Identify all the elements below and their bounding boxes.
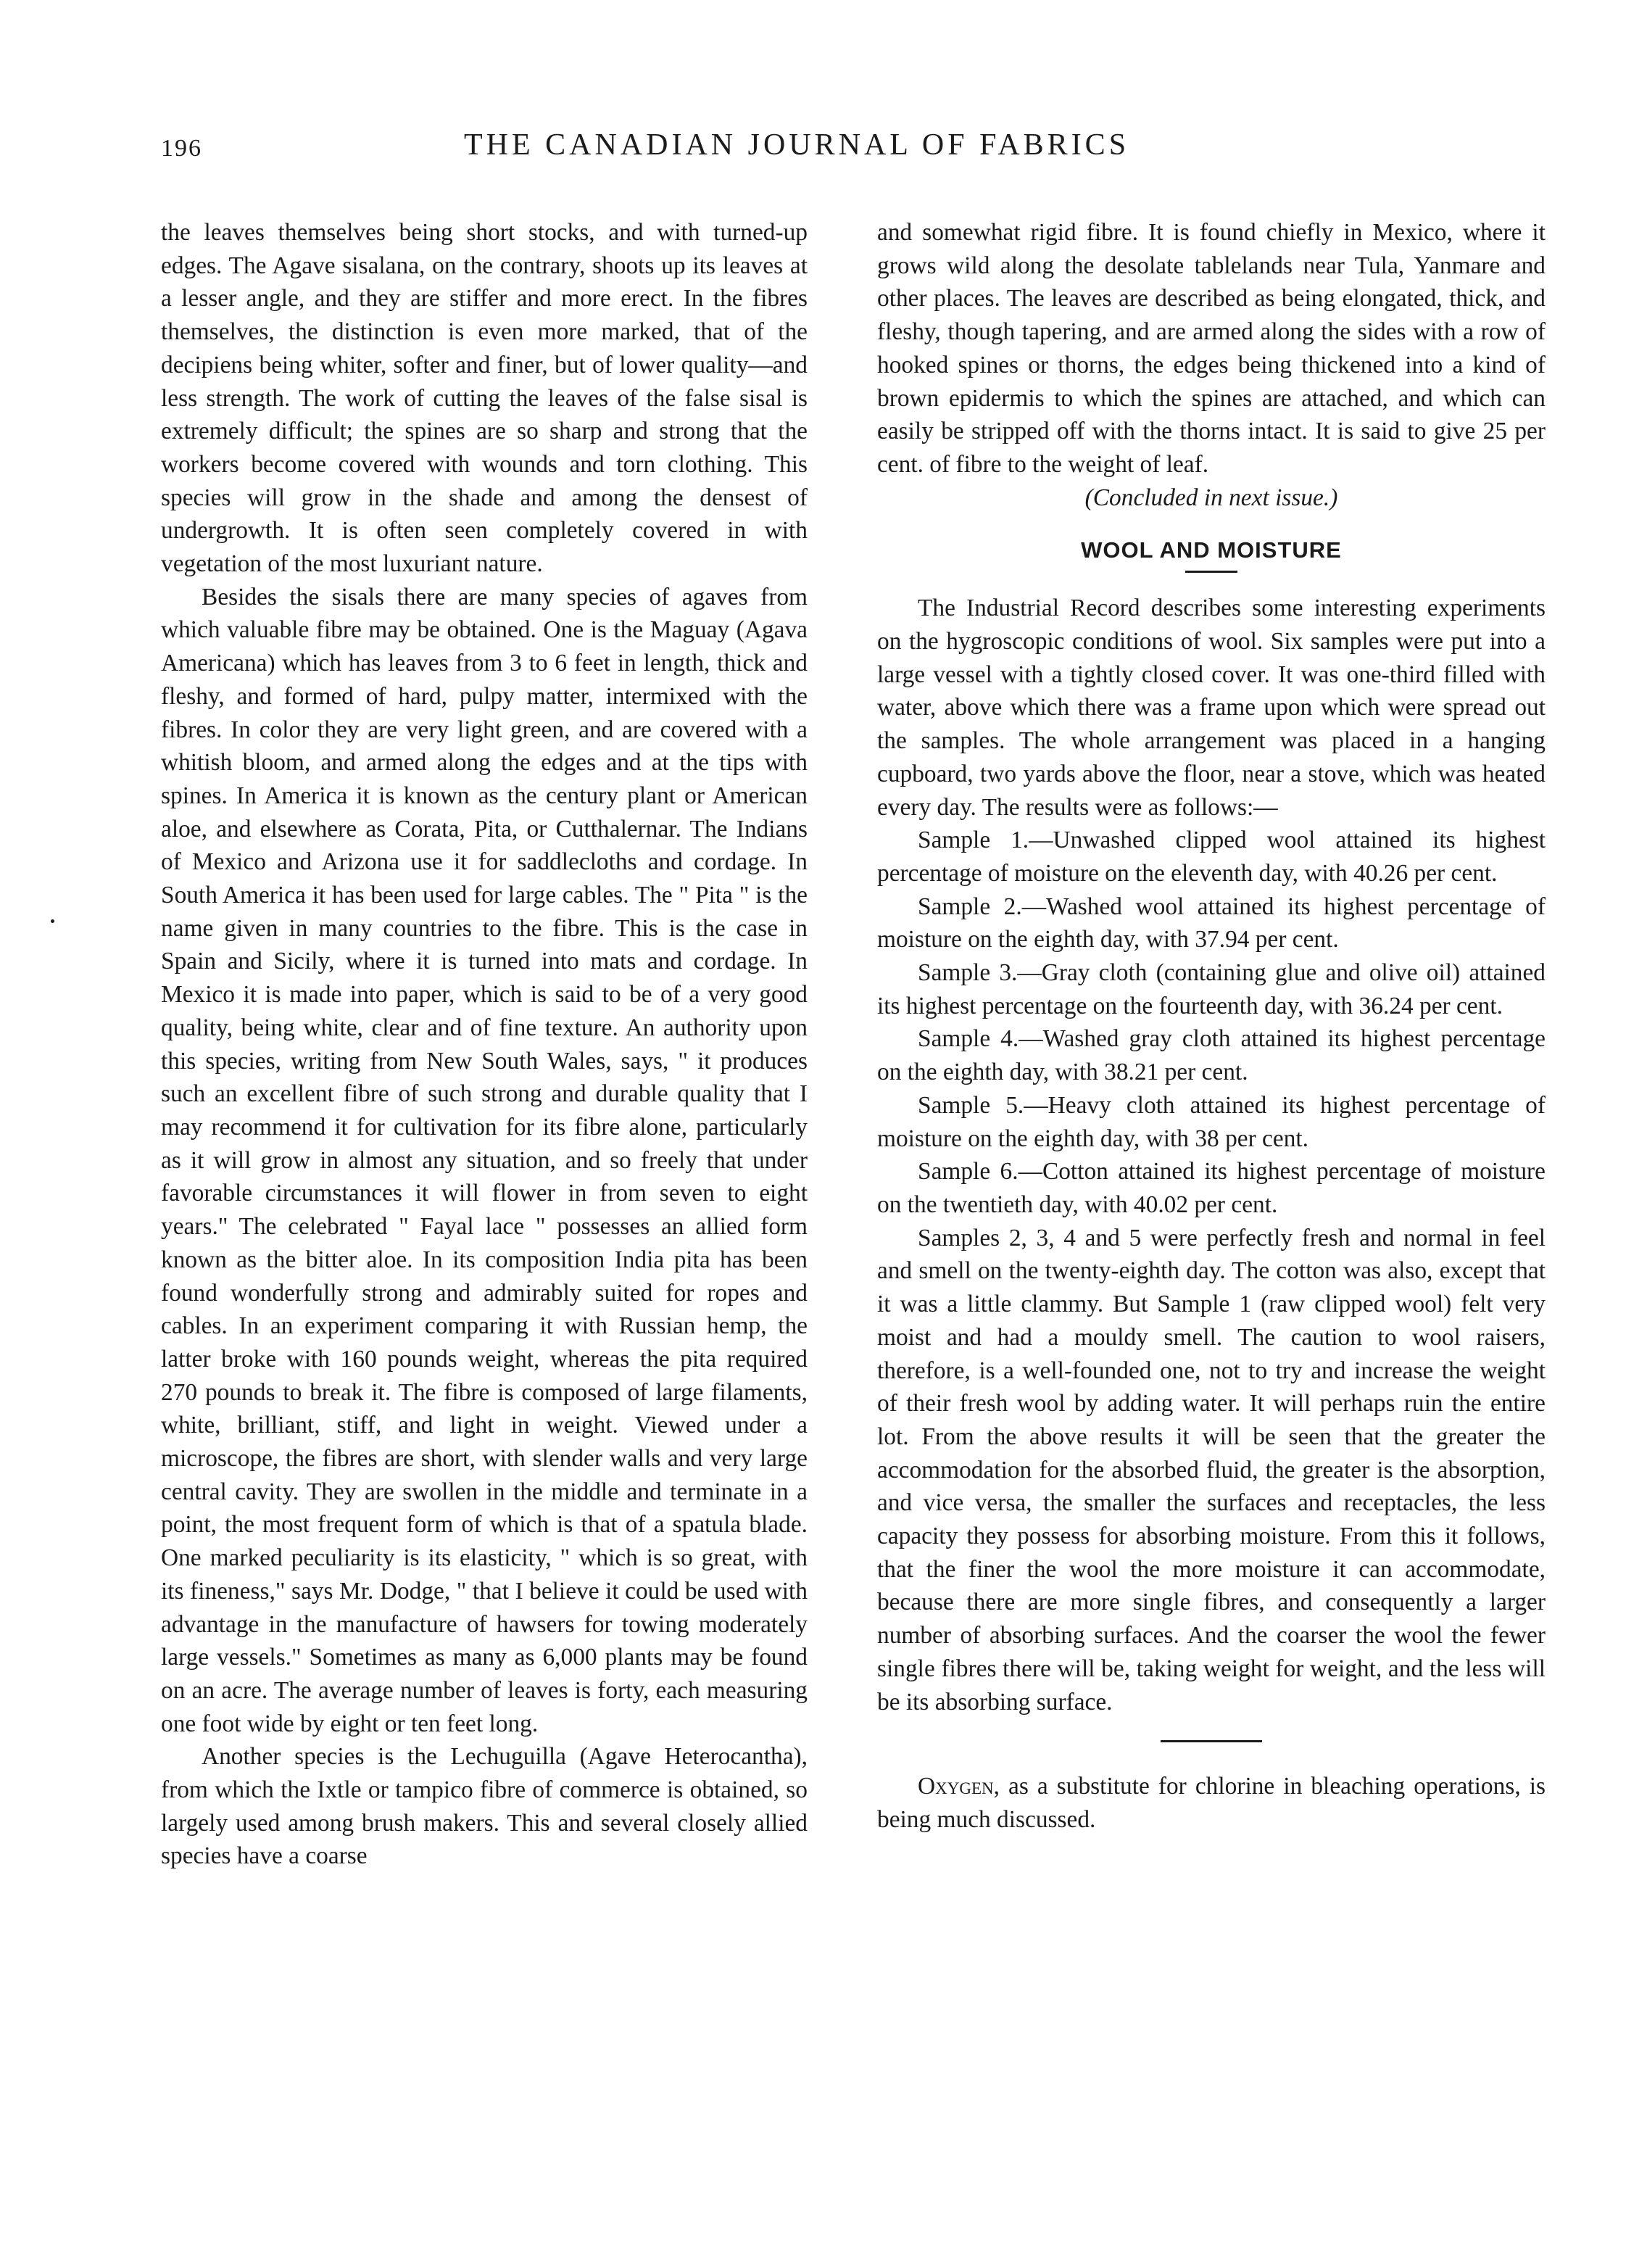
sample-2-paragraph: Sample 2.—Washed wool attained its highest percentage of moisture on the eighth day, with 37.94 per cent. [877, 893, 1546, 953]
page-header [159, 128, 1551, 171]
running-title: THE CANADIAN JOURNAL OF FABRICS [464, 128, 1130, 162]
sample-6-paragraph: Sample 6.—Cotton attained its highest percentage of moisture on the twentieth day, with 40.02 per cent. [877, 1158, 1546, 1218]
concluded-note: (Concluded in next issue.) [1084, 484, 1338, 511]
oxygen-text: as a substitute for chlorine in bleaching operations, is being much discussed. [877, 1773, 1546, 1833]
sample-1-paragraph: Sample 1.—Unwashed clipped wool attained its highest percentage of moisture on the eleventh day, with 40.26 per cent. [877, 827, 1546, 887]
right-column [877, 216, 1546, 1837]
oxygen-lead-word: Oxygen, [918, 1773, 1000, 1800]
agave-continuation-paragraph: the leaves themselves being short stocks, and with turned-up edges. The Agave sisalana, on the contrary, shoots up its leaves at a lesser angle, and they are stiffer and more erect. In the fibres themselves, the distinction is even more marked, that of the decipiens being whiter, softer and finer, but of lower quality—and less strength. The work of cutting the leaves of the false sisal is extremely difficult; the spines are so sharp and strong that the workers become covered with wounds and torn clothing. This species will grow in the shade and among the densest of undergrowth. It is often seen completely covered in with vegetation of the most luxuriant nature. [161, 219, 808, 578]
lechuguilla-paragraph: Another species is the Lechuguilla (Agave Heterocantha), from which the Ixtle or tampico fibre of commerce is obtained, so largely used among brush makers. This and several closely allied species have a coarse [161, 1743, 808, 1870]
margin-speck [51, 919, 54, 923]
lechuguilla-continuation-paragraph: and somewhat rigid fibre. It is found chiefly in Mexico, where it grows wild along the desolate tablelands near Tula, Yanmare and other places. The leaves are described as being elongated, thick, and fleshy, though tapering, and are armed along the sides with a row of hooked spines or thorns, the edges being thickened into a kind of brown epidermis to which the spines are attached, and which can easily be stripped off with the thorns intact. It is said to give 25 per cent. of fibre to the weight of leaf. [877, 219, 1546, 478]
left-column [161, 216, 808, 1873]
section-divider [1161, 1740, 1262, 1742]
page-number: 196 [161, 135, 202, 162]
agave-species-paragraph: Besides the sisals there are many species of agaves from which valuable fibre may be obtained. One is the Maguay (Agava Americana) which has leaves from 3 to 6 feet in length, thick and fleshy, and formed of hard, pulpy matter, intermixed with the fibres. In color they are very light green, and are covered with a whitish bloom, and armed along the edges and at the tips with spines. In America it is known as the century plant or American aloe, and elsewhere as Corata, Pita, or Cutthalernar. The Indians of Mexico and Arizona use it for saddlecloths and cordage. In South America it has been used for large cables. The " Pita " is the name given in many countries to the fibre. This is the case in Spain and Sicily, where it is turned into mats and cordage. In Mexico it is made into paper, which is said to be of a very good quality, being white, clear and of fine texture. An authority upon this species, writing from New South Wales, says, " it produces such an excellent fibre of such strong and durable quality that I may recommend it for cultivation for its fibre alone, particularly as it will grow in almost any situation, and so freely that under favorable circumstances it will flower in from seven to eight years." The celebrated " Fayal lace " possesses an allied form known as the bitter aloe. In its composition India pita has been found wonderfully strong and admirably suited for ropes and cables. In an experiment comparing it with Russian hemp, the latter broke with 160 pounds weight, whereas the pita required 270 pounds to break it. The fibre is composed of large filaments, white, brilliant, stiff, and light in weight. Viewed under a microscope, the fibres are short, with slender walls and very large central cavity. They are swollen in the middle and terminate in a point, the most frequent form of which is that of a spatula blade. One marked peculiarity is its elasticity, " which is so great, with its fineness," says Mr. Dodge, " that I believe it could be used with advantage in the manufacture of hawsers for towing moderately large vessels." Sometimes as many as 6,000 plants may be found on an acre. The average number of leaves is forty, each measuring one foot wide by eight or ten feet long. [161, 583, 808, 1737]
section-heading: WOOL AND MOISTURE [1081, 537, 1342, 563]
sample-5-paragraph: Sample 5.—Heavy cloth attained its highest percentage of moisture on the eighth day, with 38 per cent. [877, 1091, 1546, 1152]
oxygen-paragraph [877, 1770, 1546, 1836]
sample-3-paragraph: Sample 3.—Gray cloth (containing glue and olive oil) attained its highest percentage on the fourteenth day, with 36.24 per cent. [877, 959, 1546, 1019]
sample-4-paragraph: Sample 4.—Washed gray cloth attained its highest percentage on the eighth day, with 38.21 per cent. [877, 1025, 1546, 1086]
heading-rule [1185, 571, 1237, 573]
wool-conclusion-paragraph: Samples 2, 3, 4 and 5 were perfectly fresh and normal in feel and smell on the twenty-eighth day. The cotton was also, except that it was a little clammy. But Sample 1 (raw clipped wool) felt very moist and had a mouldy smell. The caution to wool raisers, therefore, is a well-founded one, not to try and increase the weight of their fresh wool by adding water. It will perhaps ruin the entire lot. From the above results it will be seen that the greater the accommodation for the absorbed fluid, the greater is the absorption, and vice versa, the smaller the surfaces and receptacles, the less capacity they possess for absorbing moisture. From this it follows, that the finer the wool the more moisture it can accommodate, because there are more single fibres, and consequently a larger number of absorbing surfaces. And the coarser the wool the fewer single fibres there will be, taking weight for weight, and the less will be its absorbing surface. [877, 1224, 1546, 1716]
wool-intro-paragraph: The Industrial Record describes some interesting experiments on the hygroscopic conditions of wool. Six samples were put into a large vessel with a tightly closed cover. It was one-third filled with water, above which there was a frame upon which were spread out the samples. The whole arrangement was placed in a hanging cupboard, two yards above the floor, near a stove, which was heated every day. The results were as follows:— [877, 595, 1546, 821]
